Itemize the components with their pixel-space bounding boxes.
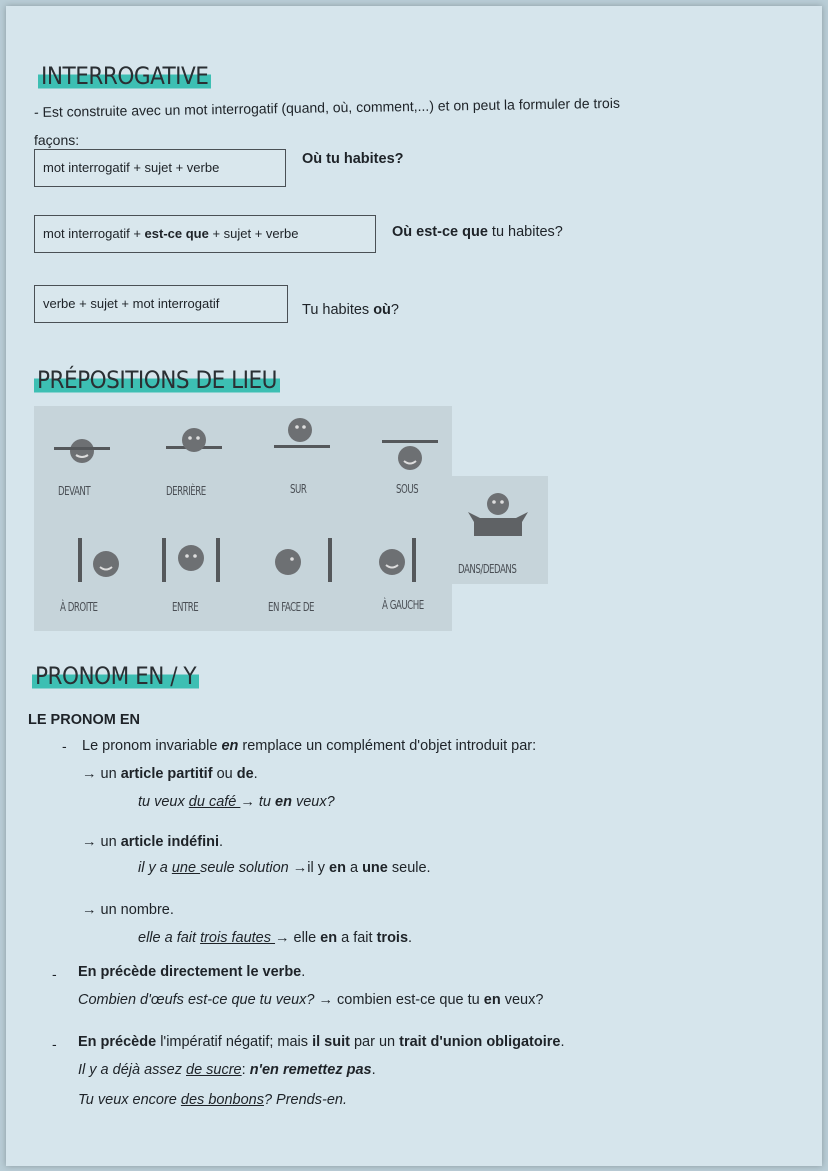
- rule-1: Le pronom invariable en remplace un complément d'objet introduit par:: [82, 738, 537, 754]
- label-en-face-de: EN FACE DE: [268, 600, 315, 614]
- label-derriere: DERRIÈRE: [166, 484, 206, 498]
- example-5: Il y a déjà assez de sucre: n'en remettez pas.: [78, 1062, 376, 1078]
- label-entre: ENTRE: [172, 600, 199, 614]
- en-face-de-figure: [268, 534, 338, 586]
- heading-prepositions: PRÉPOSITIONS DE LIEU: [30, 366, 284, 394]
- formula-example-1: Où tu habites?: [302, 151, 404, 167]
- formula-box-1: mot interrogatif + sujet + verbe: [34, 149, 286, 187]
- label-a-droite: À DROITE: [60, 600, 98, 614]
- example-3: elle a fait trois fautes → elle en a fait trois.: [138, 930, 413, 946]
- a-gauche-figure: [372, 534, 432, 586]
- case-2: → un article indéfini.: [82, 834, 224, 850]
- bullet-3: -: [52, 1036, 57, 1052]
- bullet-2: -: [52, 966, 57, 982]
- case-1: → un article partitif ou de.: [82, 766, 258, 782]
- heading-interrogative: INTERROGATIVE: [34, 62, 215, 90]
- example-2: il y a une seule solution →il y en a une seule.: [138, 860, 431, 876]
- subheading-pronom-en: LE PRONOM EN: [28, 712, 140, 728]
- intro-line-2: façons:: [34, 132, 80, 148]
- formula-example-2: Où est-ce que tu habites?: [392, 224, 563, 240]
- intro-line-1: - Est construite avec un mot interrogatif (quand, où, comment,...) et on peut la formuler de trois: [33, 94, 621, 120]
- rule-3: En précède l'impératif négatif; mais il suit par un trait d'union obligatoire.: [78, 1034, 565, 1050]
- sous-figure: [380, 438, 440, 478]
- sur-figure: [272, 412, 332, 456]
- formula-box-2: mot interrogatif + est-ce que + sujet + verbe: [34, 215, 376, 253]
- document-page: [6, 6, 822, 1166]
- label-devant: DEVANT: [58, 484, 91, 498]
- label-a-gauche: À GAUCHE: [382, 598, 424, 612]
- case-3: → un nombre.: [82, 902, 174, 918]
- example-1: tu veux du café → tu en veux?: [138, 794, 335, 810]
- example-6: Tu veux encore des bonbons? Prends-en.: [78, 1092, 347, 1108]
- formula-example-3: Tu habites où?: [302, 302, 399, 318]
- example-4: Combien d'œufs est-ce que tu veux? → combien est-ce que tu en veux?: [78, 992, 544, 1008]
- bullet-1: -: [62, 738, 67, 754]
- a-droite-figure: [72, 534, 132, 586]
- formula-box-3: verbe + sujet + mot interrogatif: [34, 285, 288, 323]
- devant-figure: [52, 430, 112, 470]
- dans-figure: [462, 492, 534, 538]
- heading-pronom: PRONOM EN / Y: [28, 662, 203, 690]
- entre-figure: [158, 534, 228, 586]
- label-sur: SUR: [290, 482, 307, 496]
- label-dans-dedans: DANS/DEDANS: [458, 562, 517, 576]
- label-sous: SOUS: [396, 482, 419, 496]
- rule-2: En précède directement le verbe.: [78, 964, 306, 980]
- derriere-figure: [164, 422, 224, 462]
